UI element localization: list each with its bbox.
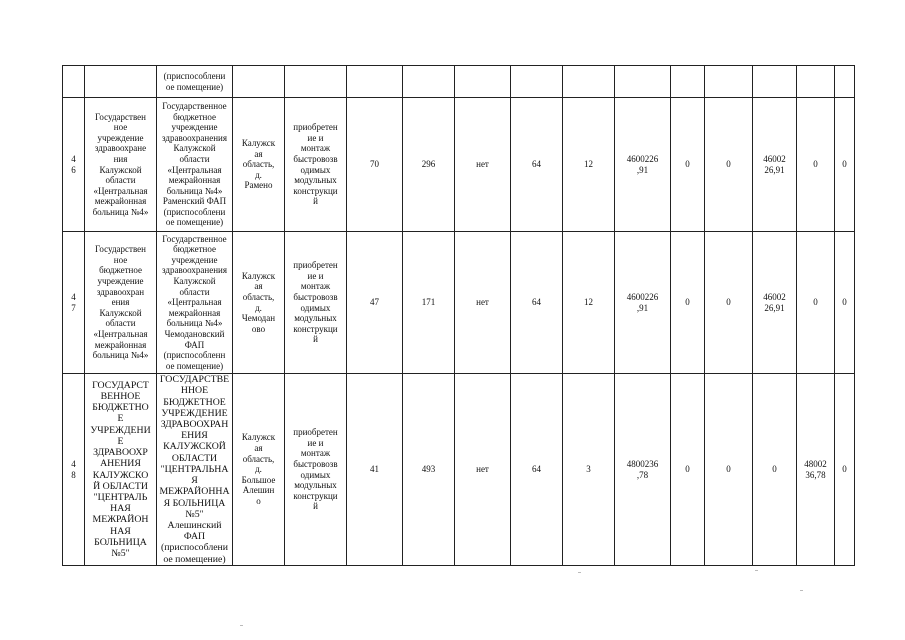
- cell-v2: 171: [403, 232, 455, 374]
- cell-v11: 0: [835, 98, 855, 232]
- cell-location: Калужск ая область, д. Чемодан ово: [233, 232, 285, 374]
- cell-v8: 0: [705, 232, 753, 374]
- cell-v3: нет: [455, 232, 511, 374]
- cell-v10: 0: [797, 98, 835, 232]
- cell-v9: 46002 26,91: [753, 98, 797, 232]
- cell-no: 4 7: [63, 232, 85, 374]
- cell-v9: [753, 66, 797, 98]
- cell-location: Калужск ая область, д. Рамено: [233, 98, 285, 232]
- cell-v4: 64: [511, 98, 563, 232]
- cell-v5: 3: [563, 374, 615, 566]
- cell-action: приобретен ие и монтаж быстровозв одимых модульных конструкци й: [285, 98, 347, 232]
- cell-v2: [403, 66, 455, 98]
- cell-no: [63, 66, 85, 98]
- cell-owner: Государствен ное бюджетное учреждение здравоохран ения Калужской области «Центральная межрайонная больница №4»: [85, 232, 157, 374]
- cell-v8: 0: [705, 98, 753, 232]
- cell-facility: Государственное бюджетное учреждение здравоохранения Калужской области «Центральная межрайонная больница №4» Чемодановский ФАП (приспособленн ое помещение): [157, 232, 233, 374]
- cell-v9: 46002 26,91: [753, 232, 797, 374]
- cell-v11: [835, 66, 855, 98]
- cell-action: приобретен ие и монтаж быстровозв одимых модульных конструкци й: [285, 374, 347, 566]
- cell-v5: 12: [563, 98, 615, 232]
- table-row: [63, 66, 855, 98]
- cell-location: Калужск ая область, д. Большое Алешин о: [233, 374, 285, 566]
- cell-v7: 0: [671, 98, 705, 232]
- cell-v1: [347, 66, 403, 98]
- cell-v4: 64: [511, 374, 563, 566]
- cell-v4: 64: [511, 232, 563, 374]
- cell-v1: 41: [347, 374, 403, 566]
- scan-speck: [578, 572, 581, 573]
- cell-v8: [705, 66, 753, 98]
- cell-owner: [85, 66, 157, 98]
- cell-no: 4 6: [63, 98, 85, 232]
- cell-v11: 0: [835, 232, 855, 374]
- cell-action: [285, 66, 347, 98]
- cell-v6: 4800236 ,78: [615, 374, 671, 566]
- cell-owner: Государствен ное учреждение здравоохране ния Калужской области «Центральная межрайонная больница №4»: [85, 98, 157, 232]
- scan-speck: [755, 570, 758, 571]
- cell-v3: нет: [455, 374, 511, 566]
- table-row: [63, 232, 855, 374]
- cell-v7: [671, 66, 705, 98]
- cell-v5: [563, 66, 615, 98]
- scan-speck: [240, 625, 243, 626]
- cell-v3: [455, 66, 511, 98]
- cell-v1: 70: [347, 98, 403, 232]
- cell-facility: ГОСУДАРСТВЕ ННОЕ БЮДЖЕТНОЕ УЧРЕЖДЕНИЕ ЗДРАВООХРАН ЕНИЯ КАЛУЖСКОЙ ОБЛАСТИ "ЦЕНТРАЛЬНА Я МЕЖРАЙОННА Я БОЛЬНИЦА №5" Алешинский ФАП (приспособлени ое помещение): [157, 374, 233, 566]
- cell-facility: (приспособлени ое помещение): [157, 66, 233, 98]
- cell-v4: [511, 66, 563, 98]
- cell-no: 4 8: [63, 374, 85, 566]
- table-row: [63, 98, 855, 232]
- cell-v10: 48002 36,78: [797, 374, 835, 566]
- cell-v9: 0: [753, 374, 797, 566]
- cell-v7: 0: [671, 232, 705, 374]
- cell-owner: ГОСУДАРСТ ВЕННОЕ БЮДЖЕТНО Е УЧРЕЖДЕНИ Е ЗДРАВООХР АНЕНИЯ КАЛУЖСКО Й ОБЛАСТИ "ЦЕНТРАЛЬ НАЯ МЕЖРАЙОН НАЯ БОЛЬНИЦА №5": [85, 374, 157, 566]
- cell-v10: 0: [797, 232, 835, 374]
- scan-speck: [800, 590, 803, 591]
- cell-v8: 0: [705, 374, 753, 566]
- cell-v1: 47: [347, 232, 403, 374]
- cell-v7: 0: [671, 374, 705, 566]
- cell-v2: 493: [403, 374, 455, 566]
- data-table: [62, 65, 855, 566]
- cell-v6: 4600226 ,91: [615, 232, 671, 374]
- cell-v3: нет: [455, 98, 511, 232]
- table-row: [63, 374, 855, 566]
- cell-facility: Государственное бюджетное учреждение здравоохранения Калужской области «Центральная межрайонная больница №4» Раменский ФАП (приспособлени ое помещение): [157, 98, 233, 232]
- cell-v6: [615, 66, 671, 98]
- cell-v6: 4600226 ,91: [615, 98, 671, 232]
- cell-v10: [797, 66, 835, 98]
- cell-action: приобретен ие и монтаж быстровозв одимых модульных конструкци й: [285, 232, 347, 374]
- cell-v11: 0: [835, 374, 855, 566]
- cell-location: [233, 66, 285, 98]
- cell-v2: 296: [403, 98, 455, 232]
- cell-v5: 12: [563, 232, 615, 374]
